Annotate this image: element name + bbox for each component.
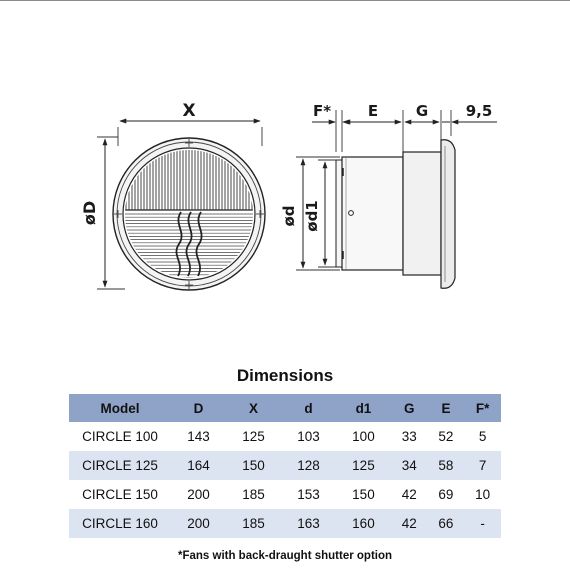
cell-d-outer: 164 — [171, 451, 226, 480]
cell-g: 33 — [401, 429, 417, 444]
cell-d: 103 — [297, 429, 320, 444]
cell-e: 69 — [438, 487, 454, 502]
side-view — [280, 102, 497, 288]
header-d: d — [281, 394, 336, 422]
cell-f: 10 — [475, 487, 491, 502]
cell-model: CIRCLE 150 — [82, 487, 158, 502]
cell-x: 150 — [226, 451, 281, 480]
cell-d-outer: 143 — [187, 429, 210, 444]
cell-d-outer: 200 — [187, 487, 210, 502]
front-view — [80, 101, 265, 290]
cell-model: CIRCLE 100 — [82, 429, 158, 444]
cell-e: 52 — [438, 429, 454, 444]
header-x: X — [226, 394, 281, 422]
d-label: ød — [280, 205, 298, 227]
cell-g: 42 — [401, 487, 417, 502]
g-label: G — [415, 102, 429, 120]
flange-label: 9,5 — [465, 102, 493, 120]
cell-f: 7 — [464, 451, 501, 480]
header-d1: d1 — [336, 394, 391, 422]
screw-hole — [349, 211, 354, 216]
header-f: F* — [464, 394, 501, 422]
table-title: Dimensions — [236, 366, 334, 385]
cell-d1: 100 — [352, 429, 375, 444]
cell-f: - — [464, 509, 501, 538]
d-outer-label: øD — [80, 200, 99, 226]
header-d-outer: D — [171, 394, 226, 422]
cell-g: 42 — [391, 509, 428, 538]
cell-d1: 160 — [336, 509, 391, 538]
table-row — [69, 509, 501, 538]
table-row — [69, 451, 501, 480]
cell-d1: 150 — [352, 487, 375, 502]
dimensions-table — [69, 394, 501, 538]
cell-g: 34 — [391, 451, 428, 480]
e-label: E — [367, 102, 379, 120]
cell-d1: 125 — [336, 451, 391, 480]
header-model: Model — [69, 394, 171, 422]
table-header-row — [69, 394, 501, 422]
table-row — [69, 480, 501, 509]
cell-model: CIRCLE 125 — [69, 451, 171, 480]
table-row — [69, 422, 501, 451]
d1-label: ød1 — [303, 200, 321, 232]
housing-collar — [403, 152, 441, 275]
x-label: X — [182, 101, 196, 121]
cell-e: 66 — [428, 509, 465, 538]
f-label: F* — [312, 102, 332, 120]
cell-d: 153 — [297, 487, 320, 502]
cell-x: 125 — [242, 429, 265, 444]
header-e: E — [428, 394, 465, 422]
housing-flange — [441, 140, 455, 289]
cell-x: 185 — [242, 487, 265, 502]
footnote: *Fans with back-draught shutter option — [177, 550, 393, 562]
cell-e: 58 — [428, 451, 465, 480]
cell-d-outer: 200 — [171, 509, 226, 538]
header-g: G — [391, 394, 428, 422]
cell-model: CIRCLE 160 — [69, 509, 171, 538]
shutter-ring — [336, 160, 342, 267]
cell-d: 128 — [281, 451, 336, 480]
cell-x: 185 — [226, 509, 281, 538]
cell-d: 163 — [281, 509, 336, 538]
cell-f: 5 — [478, 429, 487, 444]
